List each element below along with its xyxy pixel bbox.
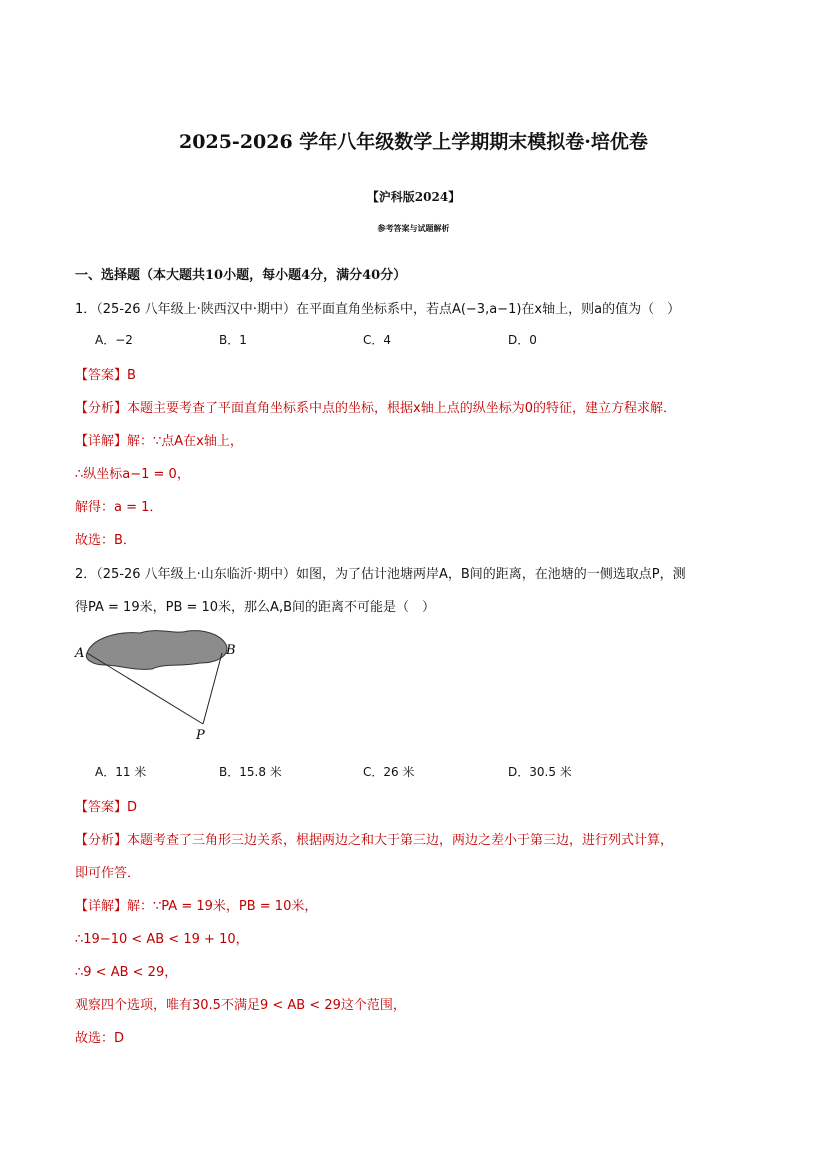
q2-stem-line-1: 2．（25-26 八年级上·山东临沂·期中）如图，为了估计池塘两岸A，B间的距离，在池塘的一侧选取点P，测 [75,567,686,582]
q2-detail-line-1 [75,895,317,914]
q1-option-b: B．1 [219,333,247,347]
q1-detail-line-1 [75,430,243,449]
label-a: A [75,646,85,661]
analysis-tag: 【分析】 [75,833,128,848]
page-title: 2025-2026 学年八年级数学上学期期末模拟卷·培优卷 [179,131,648,153]
q1-option-d: D．0 [508,333,537,347]
q2-option-a: A．11 米 [95,765,147,779]
q1-analysis-line [75,397,676,416]
q2-analysis-line-1 [75,829,673,848]
analysis-tag: 【分析】 [75,401,128,416]
q1-stem: 1．（25-26 八年级上·陕西汉中·期中）在平面直角坐标系中，若点A(−3,a−1)在x轴上，则a的值为（ ） [75,302,681,317]
pond-shape [86,631,227,670]
q2-option-c: C．26 米 [363,765,415,779]
detail-tag: 【详解】 [75,434,128,449]
q2-option-d: D．30.5 米 [508,765,572,779]
edition-label: 【沪科版2024】 [366,190,461,204]
q1-analysis-text: 本题主要考查了平面直角坐标系中点的坐标，根据x轴上点的纵坐标为0的特征，建立方程求解． [127,401,676,416]
q2-option-b: B．15.8 米 [219,765,282,779]
q2-detail-line-5: 故选：D [75,1031,125,1046]
answer-tag: 【答案】 [75,368,128,383]
q2-analysis-text: 本题考查了三角形三边关系，根据两边之和大于第三边，两边之差小于第三边，进行列式计算， [127,833,674,848]
q1-detail-line-3: 解得：a = 1． [75,500,163,515]
q1-answer-value: B [127,368,136,383]
q2-detail-line-3: ∴9 < AB < 29， [75,965,178,980]
label-b: B [226,643,236,658]
detail-tag: 【详解】 [75,899,128,914]
q1-detail-line-4: 故选：B． [75,533,136,548]
pond-triangle-figure [70,625,250,745]
label-p: P [196,728,205,743]
q2-detail-text: 解：∵PA = 19米，PB = 10米， [127,899,318,914]
q2-detail-line-4: 观察四个选项，唯有30.5不满足9 < AB < 29这个范围， [75,998,406,1013]
q2-answer-line [75,796,137,815]
q1-option-c: C．4 [363,333,392,347]
answer-subheading: 参考答案与试题解析 [377,223,450,233]
q1-answer-line [75,364,136,383]
q1-option-a: A．−2 [95,333,133,347]
segment-bp [203,653,222,724]
section-heading: 一、选择题（本大题共10小题，每小题4分，满分40分） [75,268,407,283]
q1-detail-line-2: ∴纵坐标a−1 = 0， [75,467,190,482]
answer-tag: 【答案】 [75,800,128,815]
q2-analysis-line-2: 即可作答． [75,866,141,881]
q1-detail-text: 解：∵点A在x轴上， [127,434,243,449]
q2-answer-value: D [127,800,138,815]
q2-stem-line-2: 得PA = 19米，PB = 10米，那么A,B间的距离不可能是（ ） [75,600,436,615]
q2-detail-line-2: ∴19−10 < AB < 19 + 10， [75,932,249,947]
